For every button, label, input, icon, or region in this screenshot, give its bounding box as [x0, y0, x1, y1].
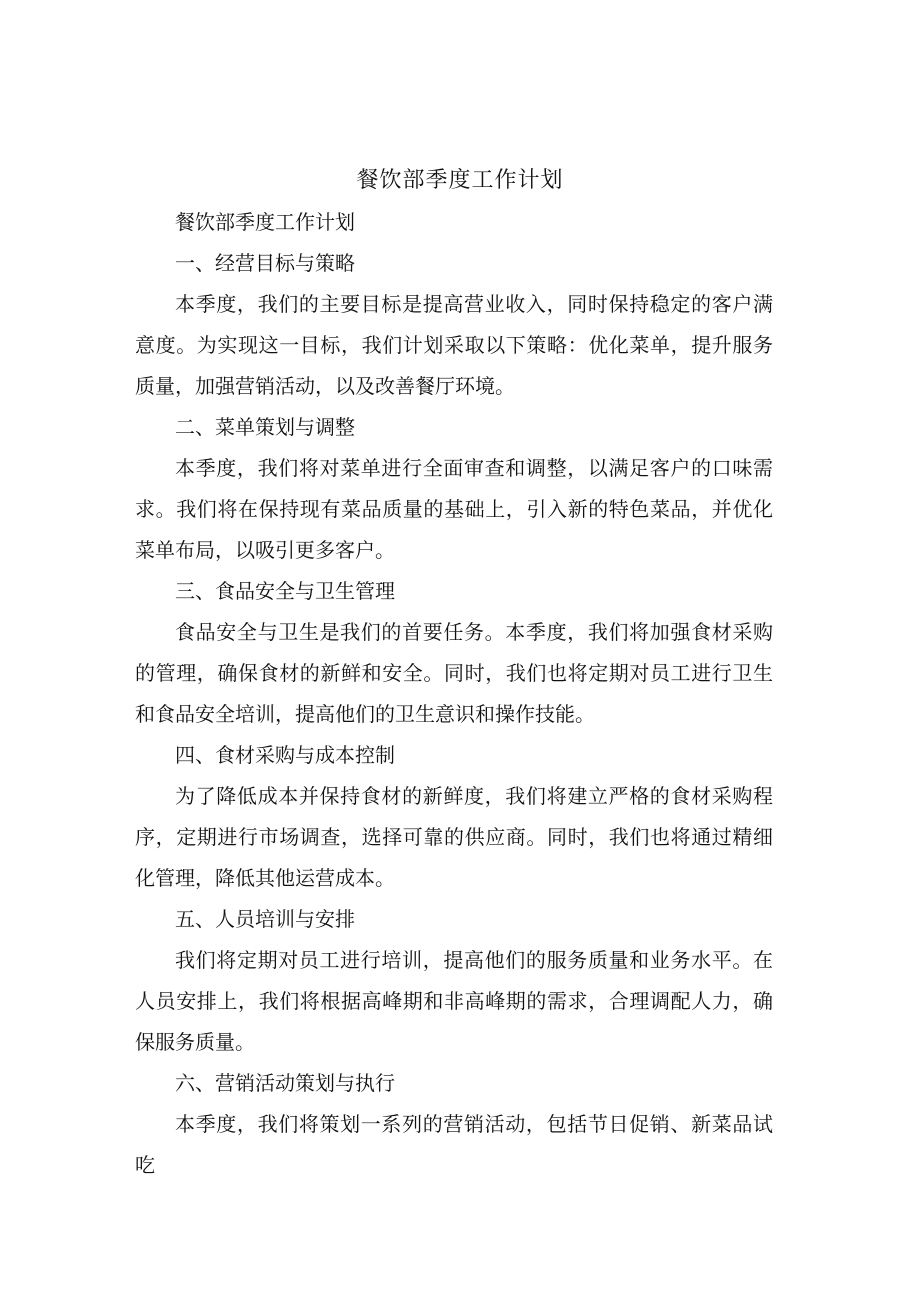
document-subtitle: 餐饮部季度工作计划 [175, 210, 355, 234]
section-paragraph: 我们将定期对员工进行培训，提高他们的服务质量和业务水平。在人员安排上，我们将根据高峰期和非高峰期的需求，合理调配人力，确保服务质量。 [135, 948, 773, 1054]
section-heading: 四、食材采购与成本控制 [175, 743, 395, 767]
section-paragraph: 食品安全与卫生是我们的首要任务。本季度，我们将加强食材采购的管理，确保食材的新鲜和安全。同时，我们也将定期对员工进行卫生和食品安全培训，提高他们的卫生意识和操作技能。 [135, 620, 773, 726]
section-paragraph: 本季度，我们的主要目标是提高营业收入，同时保持稳定的客户满意度。为实现这一目标，我们计划采取以下策略：优化菜单，提升服务质量，加强营销活动，以及改善餐厅环境。 [135, 292, 773, 398]
section-heading: 三、食品安全与卫生管理 [175, 579, 395, 603]
document-body [135, 202, 773, 1186]
section-heading: 二、菜单策划与调整 [175, 415, 355, 439]
document-title: 餐饮部季度工作计划 [356, 168, 564, 193]
section-paragraph: 本季度，我们将对菜单进行全面审查和调整，以满足客户的口味需求。我们将在保持现有菜品质量的基础上，引入新的特色菜品，并优化菜单布局，以吸引更多客户。 [135, 456, 773, 562]
section-heading: 六、营销活动策划与执行 [175, 1071, 395, 1095]
section-heading: 五、人员培训与安排 [175, 907, 355, 931]
section-heading: 一、经营目标与策略 [175, 251, 355, 275]
section-paragraph: 为了降低成本并保持食材的新鲜度，我们将建立严格的食材采购程序，定期进行市场调查，选择可靠的供应商。同时，我们也将通过精细化管理，降低其他运营成本。 [135, 784, 773, 890]
section-paragraph: 本季度，我们将策划一系列的营销活动，包括节日促销、新菜品试吃 [135, 1112, 773, 1177]
